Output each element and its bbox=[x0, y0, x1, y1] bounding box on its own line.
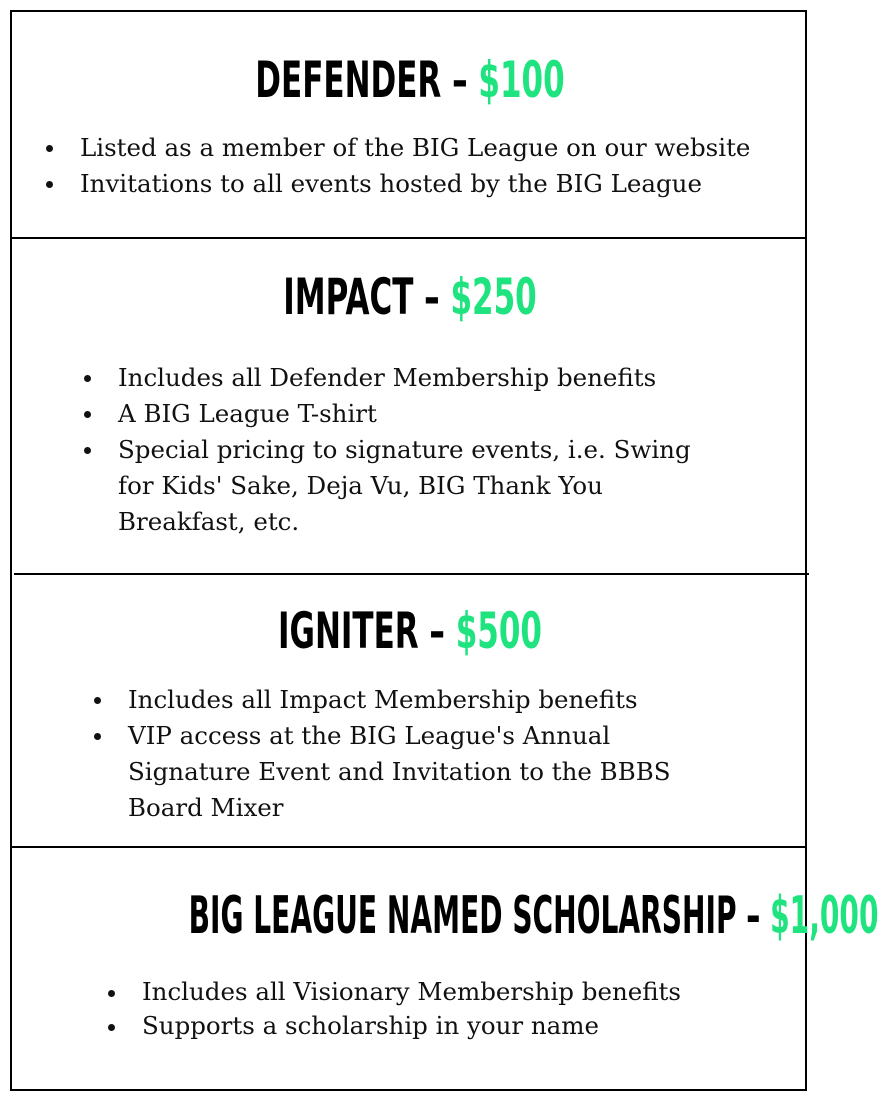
benefit-list-igniter bbox=[90, 682, 710, 826]
tier-separator: – bbox=[441, 51, 479, 109]
tier-title-igniter bbox=[156, 602, 664, 660]
benefit-list-impact bbox=[80, 360, 720, 540]
benefit-list-scholarship bbox=[104, 975, 744, 1043]
tier-price: $1,000 bbox=[770, 886, 879, 946]
tier-price: $250 bbox=[450, 268, 537, 326]
tier-title-scholarship bbox=[188, 886, 879, 946]
benefit-list-defender bbox=[42, 130, 802, 202]
tier-name: DEFENDER bbox=[255, 51, 442, 109]
benefit-item: Includes all Impact Membership benefits bbox=[90, 682, 710, 718]
benefit-item: Supports a scholarship in your name bbox=[104, 1009, 744, 1043]
benefit-item: A BIG League T-shirt bbox=[80, 396, 720, 432]
tier-name: IMPACT bbox=[283, 268, 414, 326]
tier-separator: – bbox=[413, 268, 451, 326]
tier-title-defender bbox=[156, 51, 664, 109]
benefit-item: Includes all Visionary Membership benefits bbox=[104, 975, 744, 1009]
section-divider bbox=[10, 846, 806, 848]
tier-name: IGNITER bbox=[277, 602, 419, 660]
tier-separator: – bbox=[736, 886, 771, 946]
section-divider bbox=[14, 573, 809, 575]
section-divider bbox=[10, 237, 806, 239]
tier-title-impact bbox=[156, 268, 664, 326]
tier-price: $500 bbox=[455, 602, 543, 660]
benefit-item: Includes all Defender Membership benefits bbox=[80, 360, 720, 396]
benefit-item: Special pricing to signature events, i.e. Swing for Kids' Sake, Deja Vu, BIG Thank You Breakfast, etc. bbox=[80, 432, 720, 540]
tier-separator: – bbox=[418, 602, 456, 660]
benefit-item: Listed as a member of the BIG League on our website bbox=[42, 130, 802, 166]
benefit-item: VIP access at the BIG League's Annual Signature Event and Invitation to the BBBS Board Mixer bbox=[90, 718, 710, 826]
tier-price: $100 bbox=[478, 51, 565, 109]
benefit-item: Invitations to all events hosted by the BIG League bbox=[42, 166, 802, 202]
tier-name: BIG LEAGUE NAMED SCHOLARSHIP bbox=[188, 886, 737, 946]
